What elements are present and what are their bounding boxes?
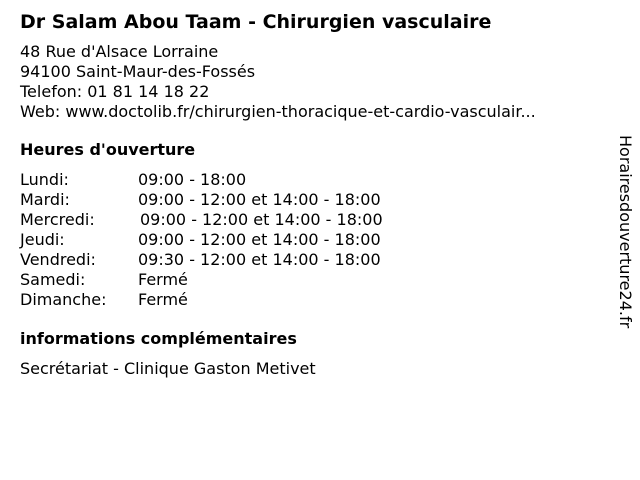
street-address: 48 Rue d'Alsace Lorraine — [20, 42, 219, 61]
time-value: Fermé — [138, 270, 188, 289]
day-label: Lundi: — [20, 170, 69, 189]
additional-info-text: Secrétariat - Clinique Gaston Metivet — [20, 359, 316, 378]
website-link[interactable]: Web: www.doctolib.fr/chirurgien-thoracique-et-cardio-vasculair... — [20, 102, 536, 121]
hours-row-monday — [20, 170, 600, 190]
time-value: 09:00 - 18:00 — [138, 170, 247, 189]
time-value: 09:00 - 12:00 et 14:00 - 18:00 — [140, 210, 383, 229]
time-value: 09:00 - 12:00 et 14:00 - 18:00 — [138, 230, 381, 249]
hours-row-sunday — [20, 290, 600, 310]
hours-row-tuesday — [20, 190, 600, 210]
phone-number: Telefon: 01 81 14 18 22 — [20, 82, 210, 101]
site-watermark: Horairesdouverture24.fr — [616, 135, 635, 329]
opening-hours-heading: Heures d'ouverture — [20, 140, 196, 159]
time-value: 09:30 - 12:00 et 14:00 - 18:00 — [138, 250, 381, 269]
hours-row-wednesday — [20, 210, 600, 230]
time-value: Fermé — [138, 290, 188, 309]
time-value: 09:00 - 12:00 et 14:00 - 18:00 — [138, 190, 381, 209]
day-label: Vendredi: — [20, 250, 96, 269]
city-address: 94100 Saint-Maur-des-Fossés — [20, 62, 256, 81]
opening-hours-list — [20, 170, 600, 310]
day-label: Jeudi: — [20, 230, 65, 249]
additional-info-heading: informations complémentaires — [20, 329, 297, 348]
hours-row-saturday — [20, 270, 600, 290]
day-label: Mercredi: — [20, 210, 95, 229]
day-label: Mardi: — [20, 190, 70, 209]
listing-card — [20, 10, 600, 379]
hours-row-thursday — [20, 230, 600, 250]
hours-row-friday — [20, 250, 600, 270]
day-label: Dimanche: — [20, 290, 107, 309]
page-title: Dr Salam Abou Taam - Chirurgien vasculaire — [20, 11, 492, 33]
day-label: Samedi: — [20, 270, 86, 289]
